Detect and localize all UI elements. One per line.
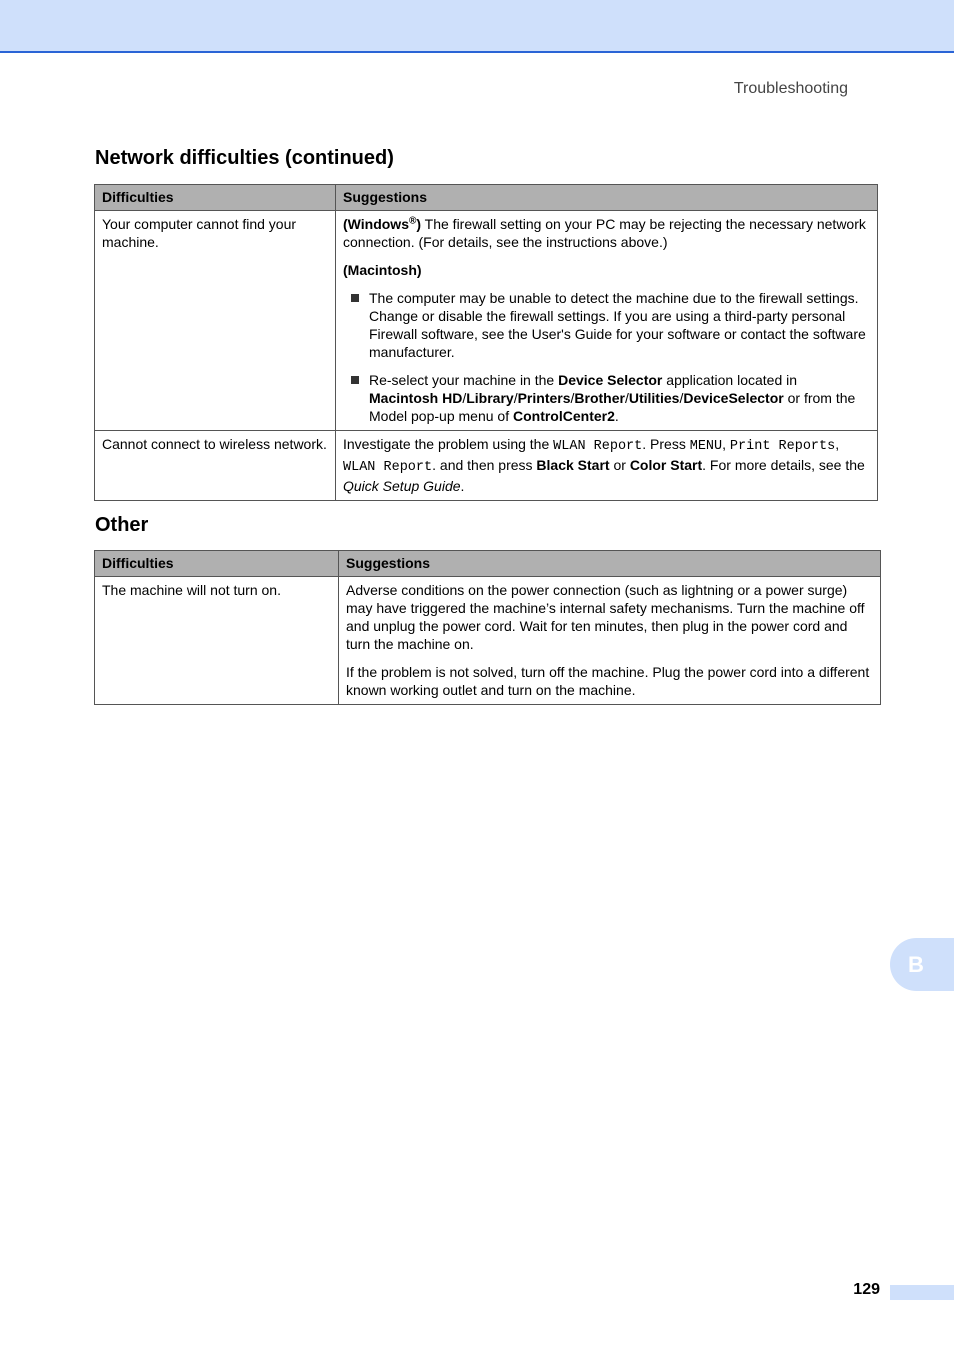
page-number: 129 [853, 1281, 880, 1298]
wlan-report-code: WLAN Report [553, 439, 643, 454]
list-item: The computer may be unable to detect the machine due to the firewall settings. Change or disable the firewall settings. If you are using a third-party personal Firewall software, see the User's Guide for your software or contact the software manufacturer. [343, 289, 870, 361]
table-row [95, 577, 881, 705]
difficulty-cell: Cannot connect to wireless network. [95, 431, 336, 501]
suggestion-cell: Adverse conditions on the power connection (such as lightning or a power surge) may have triggered the machine’s internal safety mechanisms. Turn the machine off and unplug the power cord. Wait for ten minutes, then plug in the power cord and turn the machine on. If the problem is not solved, turn off the machine. Plug the power cord into a different known working outlet and turn on the machine. [339, 577, 881, 705]
list-item: Re-select your machine in the Device Selector application located in Macintosh HD/Library/Printers/Brother/Utilities/DeviceSelector or from the Model pop-up menu of ControlCenter2. [343, 371, 870, 425]
col-header-suggestions: Suggestions [336, 185, 878, 211]
windows-paragraph: (Windows®) The firewall setting on your PC may be rejecting the necessary network connection. (For details, see the instructions above.) [343, 215, 866, 250]
difficulty-cell: The machine will not turn on. [95, 577, 339, 705]
square-bullet-icon [351, 376, 359, 384]
suggestion-cell [336, 211, 878, 431]
mac-label: (Macintosh) [343, 262, 422, 278]
table-row [95, 211, 878, 431]
col-header-difficulties: Difficulties [95, 185, 336, 211]
section-title-other: Other [95, 514, 149, 536]
page-number-bar [890, 1285, 954, 1300]
network-difficulties-table [94, 184, 878, 501]
square-bullet-icon [351, 294, 359, 302]
other-table [94, 550, 881, 705]
table-row [95, 431, 878, 501]
header-band [0, 0, 954, 53]
print-reports-code: Print Reports [729, 439, 836, 454]
windows-label: (Windows®) [343, 215, 422, 232]
wlan-report-code: WLAN Report [343, 460, 433, 475]
mac-bullets [343, 289, 870, 425]
appendix-tab: B [890, 938, 954, 991]
table-header-row [95, 551, 881, 577]
running-head: Troubleshooting [733, 80, 848, 97]
difficulty-cell: Your computer cannot find your machine. [95, 211, 336, 431]
table-header-row [95, 185, 878, 211]
suggestion-cell: Investigate the problem using the WLAN Report. Press MENU, Print Reports, WLAN Report. and then press Black Start or Color Start. For more details, see the Quick Setup Guide. [336, 431, 878, 501]
col-header-suggestions: Suggestions [339, 551, 881, 577]
section-title-network: Network difficulties (continued) [95, 147, 394, 169]
menu-code: MENU [689, 439, 723, 454]
col-header-difficulties: Difficulties [95, 551, 339, 577]
